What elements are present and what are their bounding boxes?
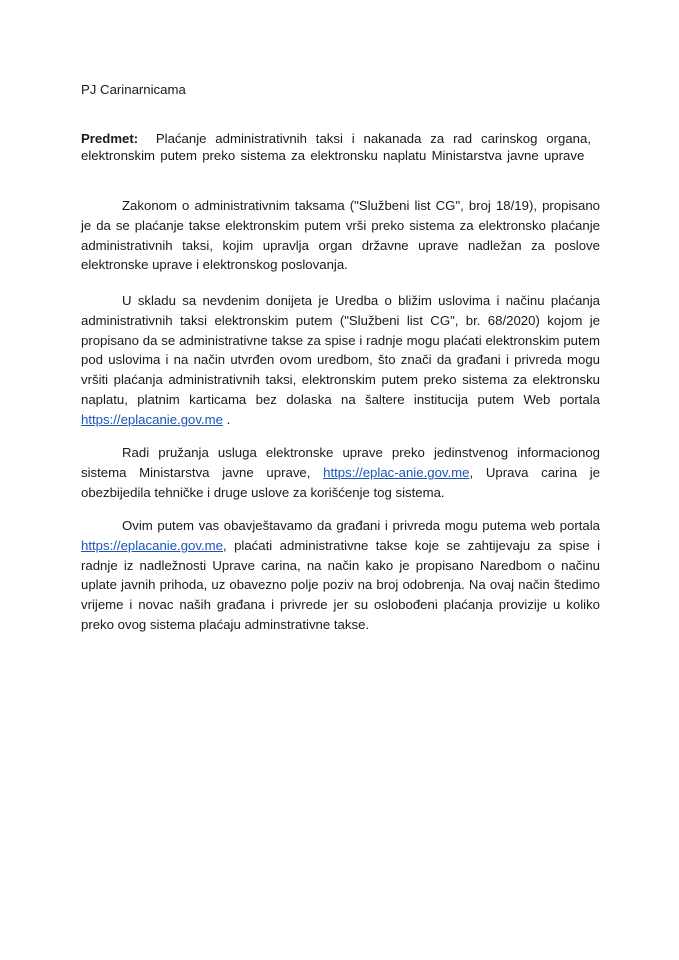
paragraph-3-text: Radi pružanja usluga elektronske uprave preko jedinstvenog informacionog sistema Ministarstva javne uprave, — [81, 445, 600, 480]
paragraph-3 — [81, 443, 600, 502]
subject-line — [81, 131, 591, 164]
paragraph-2-text: U skladu sa nevdenim donijeta je Uredba o bližim uslovima i načinu plaćanja administrativnih taksi elektronskim putem ("Službeni list CG", br. 68/2020) kojom je propisano da se administrativne takse za spise i radnje mogu plaćati elektronskim putem pod uslovima i na način utvrđen ovom uredbom, što znači da građani i privreda mogu vršiti plaćanja administrativnih taksi, elektronskim putem preko sistema za elektronsku naplatu, platnim karticama bez dolaska na šaltere institucija putem Web portala — [81, 293, 600, 407]
paragraph-2-tail: . — [222, 411, 231, 427]
paragraph-1-text: Zakonom o administrativnim taksama ("Službeni list CG", broj 18/19), propisano je da se plaćanje takse elektronskim putem vrši preko sistema za elektronsko plaćanje administrativnih taksi, kojim upravlja organ državne uprave nadležan za poslove elektronske uprave i elektronskog poslovanja. — [81, 198, 600, 273]
paragraph-4-tail: , plaćati administrativne takse koje se zahtijevaju za spise i radnje iz nadležnosti Uprave carina, na način kako je propisano Naredbom o načinu uplate javnih prihoda, uz obavezno polje poziv na broj odobrenja. Na ovaj način štedimo vrijeme i novac naših građana i privrede jer su oslobođeni plaćanja provizije u koliko preko ovog sistema plaćaju adminstrativne takse. — [81, 537, 600, 632]
paragraph-2 — [81, 291, 600, 430]
eplacanie-link-2[interactable]: https://eplac-anie.gov.me — [323, 464, 470, 480]
subject-text: Plaćanje administrativnih taksi i nakanada za rad carinskog organa, elektronskim putem preko sistema za elektronsku naplatu Ministarstva javne uprave — [81, 131, 591, 163]
paragraph-4-text: Ovim putem vas obavještavamo da građani i privreda mogu putema web portala — [122, 518, 600, 533]
paragraph-4 — [81, 516, 600, 635]
eplacanie-link-3[interactable]: https://eplacanie.gov.me — [81, 537, 223, 553]
paragraph-1 — [81, 196, 600, 275]
eplacanie-link-1[interactable]: https://eplacanie.gov.me — [81, 411, 223, 427]
paragraph-3-tail: , Uprava carina je obezbijedila tehničke i druge uslove za korišćenje tog sistema. — [81, 464, 600, 500]
subject-label: Predmet: — [81, 131, 139, 146]
addressee: PJ Carinarnicama — [81, 82, 186, 97]
